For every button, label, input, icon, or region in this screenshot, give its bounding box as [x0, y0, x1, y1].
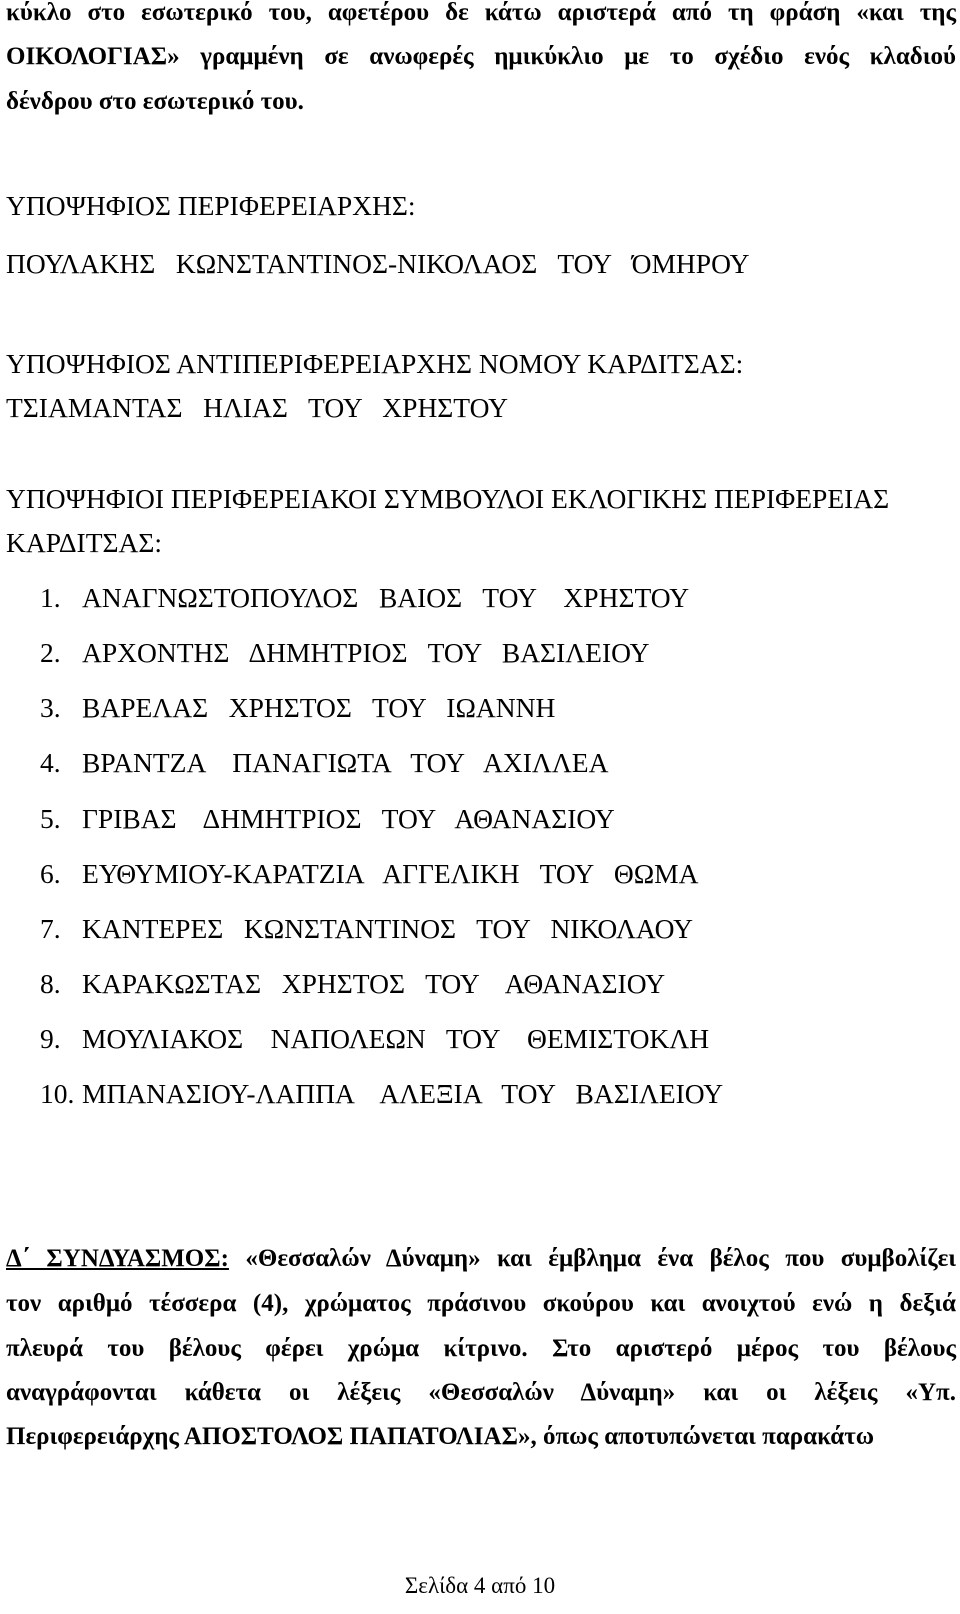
list-item-name: ΚΑΝΤΕΡΕΣ ΚΩΝΣΤΑΝΤΙΝΟΣ ΤΟΥ ΝΙΚΟΛΑΟΥ	[82, 913, 693, 944]
list-item-number: 4.	[40, 747, 61, 778]
list-item	[40, 694, 555, 722]
list-item-name: ΜΠΑΝΑΣΙΟΥ-ΛΑΠΠΑ ΑΛΕΞΙΑ ΤΟΥ ΒΑΣΙΛΕΙΟΥ	[82, 1078, 724, 1109]
regional-head-heading: ΥΠΟΨΗΦΙΟΣ ΠΕΡΙΦΕΡΕΙΑΡΧΗΣ:	[6, 190, 416, 221]
list-item-name: ΒΡΑΝΤΖΑ ΠΑΝΑΓΙΩΤΑ ΤΟΥ ΑΧΙΛΛΕΑ	[82, 747, 609, 778]
deputy-head-name: ΤΣΙΑΜΑΝΤΑΣ ΗΛΙΑΣ ΤΟΥ ΧΡΗΣΤΟΥ	[6, 392, 508, 423]
coalition-d-line-3: πλευρά του βέλους φέρει χρώμα κίτρινο. Στο αριστερό μέρος του βέλους	[6, 1335, 956, 1362]
list-item	[40, 1025, 709, 1053]
list-item-name: ΑΝΑΓΝΩΣΤΟΠΟΥΛΟΣ ΒΑΙΟΣ ΤΟΥ ΧΡΗΣΤΟΥ	[82, 582, 690, 613]
intro-line-3: δένδρου στο εσωτερικό του.	[6, 88, 304, 115]
list-item-name: ΑΡΧΟΝΤΗΣ ΔΗΜΗΤΡΙΟΣ ΤΟΥ ΒΑΣΙΛΕΙΟΥ	[82, 637, 650, 668]
list-item-number: 2.	[40, 637, 61, 668]
list-item-number: 10.	[40, 1078, 75, 1109]
list-item-name: ΒΑΡΕΛΑΣ ΧΡΗΣΤΟΣ ΤΟΥ ΙΩΑΝΝΗ	[82, 692, 556, 723]
intro-line-1: κύκλο στο εσωτερικό του, αφετέρου δε κάτω αριστερά από τη φράση «και της	[6, 0, 956, 26]
list-item-name: ΓΡΙΒΑΣ ΔΗΜΗΤΡΙΟΣ ΤΟΥ ΑΘΑΝΑΣΙΟΥ	[82, 803, 615, 834]
coalition-d-line-5: Περιφερειάρχης ΑΠΟΣΤΟΛΟΣ ΠΑΠΑΤΟΛΙΑΣ», όπως αποτυπώνεται παρακάτω	[6, 1423, 875, 1450]
list-item-name: ΜΟΥΛΙΑΚΟΣ ΝΑΠΟΛΕΩΝ ΤΟΥ ΘΕΜΙΣΤΟΚΛΗ	[82, 1023, 710, 1054]
coalition-d-line-1-rest: «Θεσσαλών Δύναμη» και έμβλημα ένα βέλος που συμβολίζει	[245, 1245, 957, 1272]
list-item	[40, 1080, 723, 1108]
list-item	[40, 915, 693, 943]
list-item-number: 3.	[40, 692, 61, 723]
intro-line-2: ΟΙΚΟΛΟΓΙΑΣ» γραμμένη σε ανωφερές ημικύκλιο με το σχέδιο ενός κλαδιού	[6, 43, 956, 70]
coalition-d-line-1	[6, 1246, 956, 1271]
list-item	[40, 749, 608, 777]
list-item-name: ΕΥΘΥΜΙΟΥ-ΚΑΡΑΤΖΙΑ ΑΓΓΕΛΙΚΗ ΤΟΥ ΘΩΜΑ	[82, 858, 699, 889]
deputy-head-heading: ΥΠΟΨΗΦΙΟΣ ΑΝΤΙΠΕΡΙΦΕΡΕΙΑΡΧΗΣ ΝΟΜΟΥ ΚΑΡΔΙΤΣΑΣ:	[6, 348, 744, 379]
list-item-number: 7.	[40, 913, 61, 944]
list-item-number: 5.	[40, 803, 61, 834]
list-item-number: 8.	[40, 968, 61, 999]
councillors-heading-line-1: ΥΠΟΨΗΦΙΟΙ ΠΕΡΙΦΕΡΕΙΑΚΟΙ ΣΥΜΒΟΥΛΟΙ ΕΚΛΟΓΙΚΗΣ ΠΕΡΙΦΕΡΕΙΑΣ	[6, 483, 890, 514]
regional-head-name: ΠΟΥΛΑΚΗΣ ΚΩΝΣΤΑΝΤΙΝΟΣ-ΝΙΚΟΛΑΟΣ ΤΟΥ ΌΜΗΡΟΥ	[6, 248, 750, 279]
coalition-d-line-2: τον αριθμό τέσσερα (4), χρώματος πράσινου σκούρου και ανοιχτού ενώ η δεξιά	[6, 1290, 956, 1317]
coalition-d-label: Δ΄ ΣΥΝΔΥΑΣΜΟΣ:	[6, 1245, 229, 1272]
list-item-name: ΚΑΡΑΚΩΣΤΑΣ ΧΡΗΣΤΟΣ ΤΟΥ ΑΘΑΝΑΣΙΟΥ	[82, 968, 666, 999]
list-item	[40, 639, 649, 667]
list-item-number: 9.	[40, 1023, 61, 1054]
coalition-d-line-4: αναγράφονται κάθετα οι λέξεις «Θεσσαλών Δύναμη» και οι λέξεις «Υπ.	[6, 1379, 956, 1406]
list-item-number: 1.	[40, 582, 61, 613]
councillors-heading-line-2: ΚΑΡΔΙΤΣΑΣ:	[6, 527, 163, 558]
list-item-number: 6.	[40, 858, 61, 889]
list-item	[40, 860, 698, 888]
list-item	[40, 805, 615, 833]
list-item	[40, 970, 665, 998]
list-item	[40, 584, 689, 612]
page-number: Σελίδα 4 από 10	[404, 1573, 556, 1598]
